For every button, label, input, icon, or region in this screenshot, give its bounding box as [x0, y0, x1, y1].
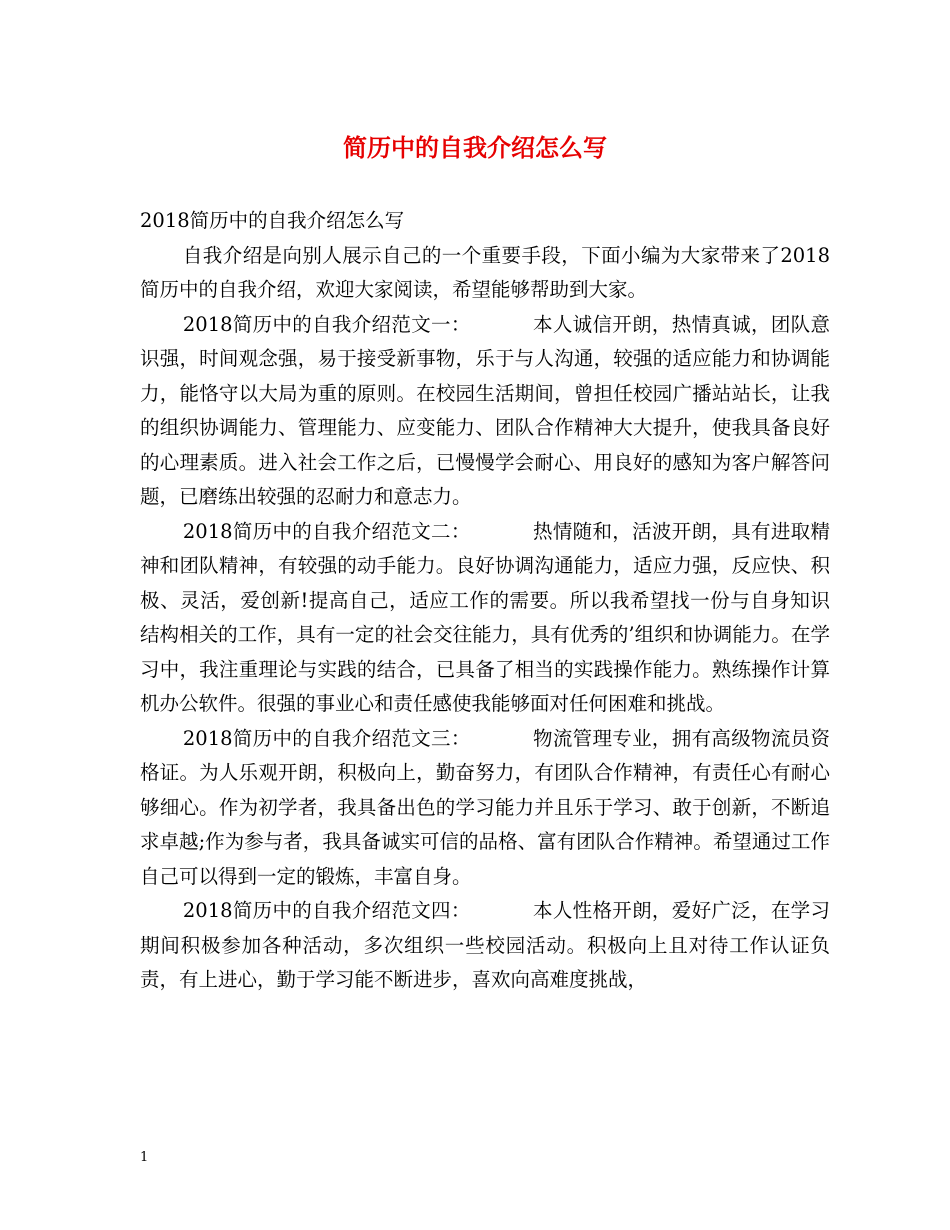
document-subtitle: 2018简历中的自我介绍怎么写	[140, 209, 405, 232]
section-text-4: 本人性格开朗，爱好广泛，在学习期间积极参加各种活动，多次组织一些校园活动。积极向上且对待工作认证负责，有上进心，勤于学习能不断进步，喜欢向高难度挑战，	[140, 899, 830, 991]
section-text-2: 热情随和，活波开朗，具有进取精神和团队精神，有较强的动手能力。良好协调沟通能力，适应力强，反应快、积极、灵活，爱创新!提高自己，适应工作的需要。所以我希望找一份与自身知识结构相关的工作，具有一定的社会交往能力，具有优秀的’组织和协调能力。在学习中，我注重理论与实践的结合，已具备了相当的实践操作能力。熟练操作计算机办公软件。很强的事业心和责任感使我能够面对任何困难和挑战。	[140, 519, 830, 715]
section-text-1: 本人诚信开朗，热情真诚，团队意识强，时间观念强，易于接受新事物，乐于与人沟通，较强的适应能力和协调能力，能恪守以大局为重的原则。在校园生活期间，曾担任校园广播站站长，让我的组织协调能力、管理能力、应变能力、团队合作精神大大提升，使我具备良好的心理素质。进入社会工作之后，已慢慢学会耐心、用良好的感知为客户解答问题，已磨练出较强的忍耐力和意志力。	[140, 312, 830, 508]
section-heading-4: 2018简历中的自我介绍范文四：	[182, 899, 471, 922]
section-paragraph-1	[140, 308, 830, 515]
page-number: 1	[140, 1150, 149, 1165]
section-text-3: 物流管理专业，拥有高级物流员资格证。为人乐观开朗，积极向上，勤奋努力，有团队合作精神，有责任心有耐心够细心。作为初学者，我具备出色的学习能力并且乐于学习、敢于创新，不断追求卓越;作为参与者，我具备诚实可信的品格、富有团队合作精神。希望通过工作自己可以得到一定的锻炼，丰富自身。	[140, 726, 830, 888]
section-heading-3: 2018简历中的自我介绍范文三：	[182, 726, 471, 750]
document-body	[140, 204, 830, 998]
intro-paragraph: 自我介绍是向别人展示自己的一个重要手段，下面小编为大家带来了2018简历中的自我介绍，欢迎大家阅读，希望能够帮助到大家。	[140, 243, 830, 301]
section-paragraph-3	[140, 722, 830, 895]
section-paragraph-2	[140, 515, 830, 722]
document-title: 简历中的自我介绍怎么写	[343, 133, 607, 162]
section-heading-1: 2018简历中的自我介绍范文一：	[182, 312, 471, 336]
section-paragraph-4	[140, 894, 830, 998]
section-heading-2: 2018简历中的自我介绍范文二：	[182, 519, 471, 543]
